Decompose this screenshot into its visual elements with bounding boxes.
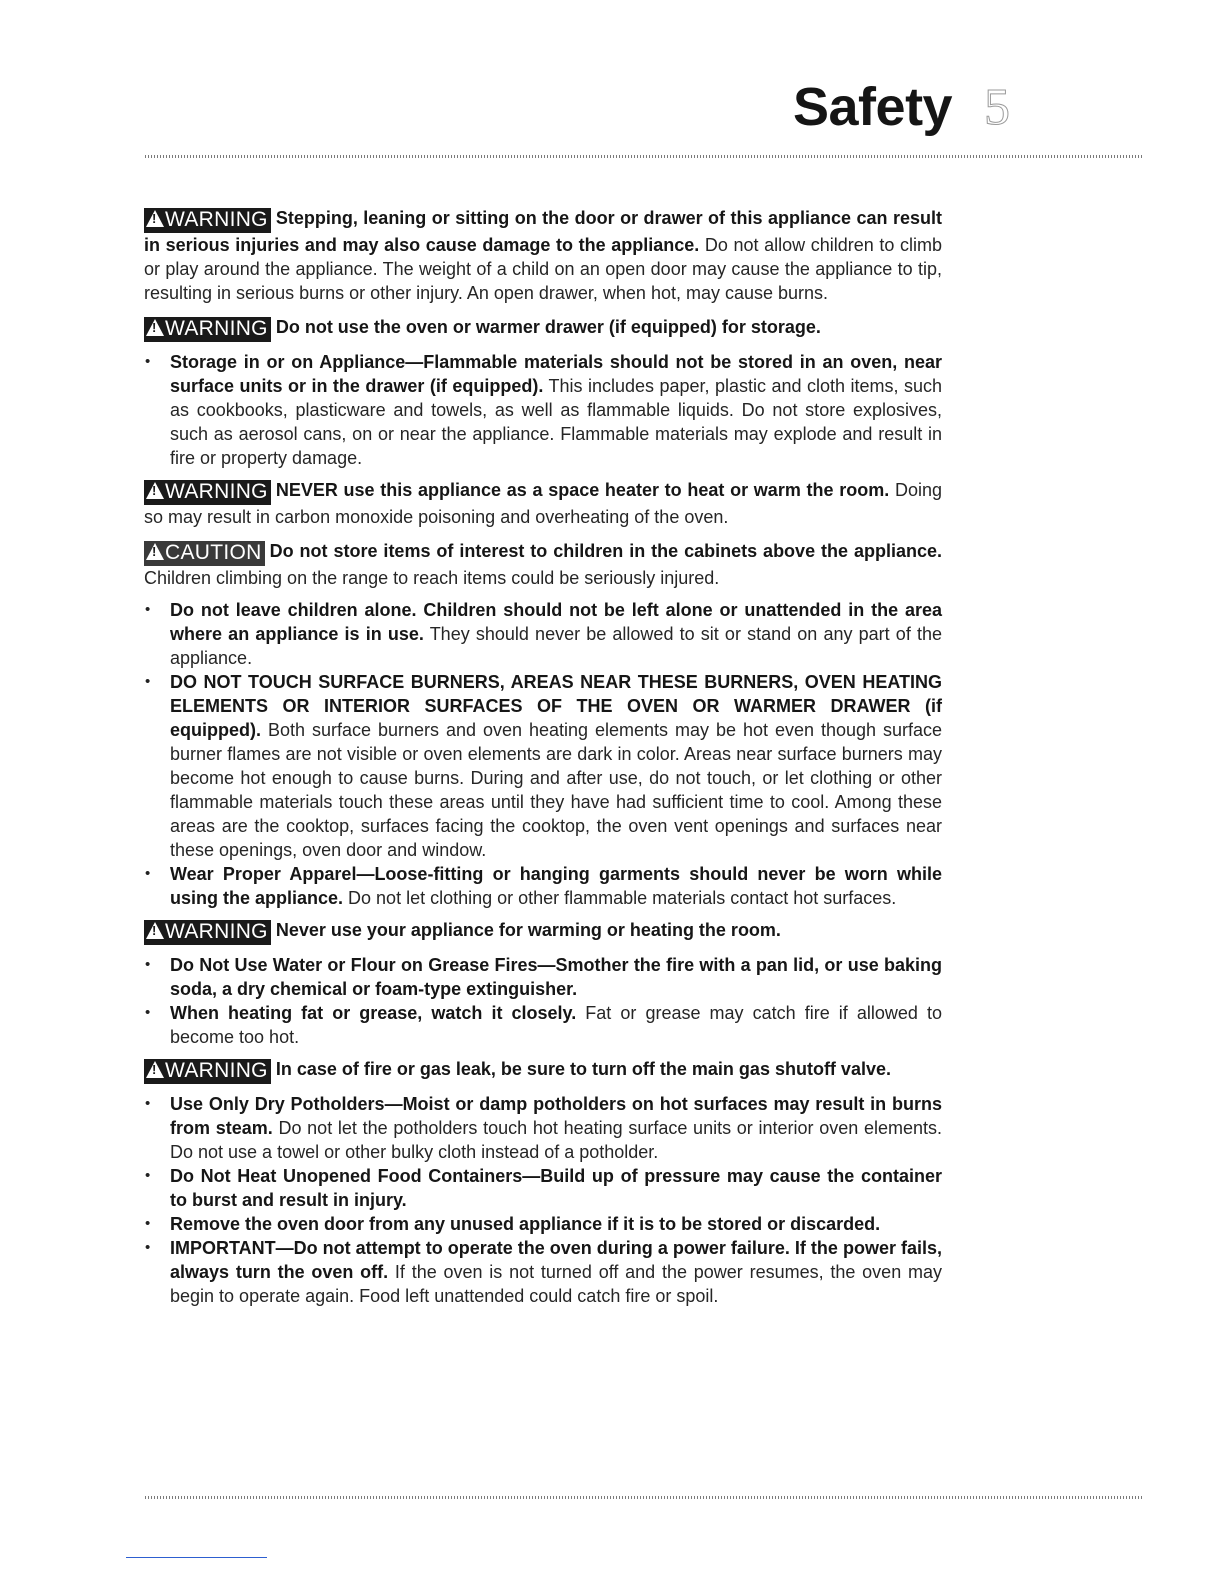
list-item: • Do Not Heat Unopened Food Containers—Build up of pressure may cause the container to burst and result in injury. xyxy=(144,1164,942,1212)
warning-heading: In case of fire or gas leak, be sure to turn off the main gas shutoff valve. xyxy=(275,1059,891,1079)
warning-paragraph xyxy=(144,1057,942,1084)
list-item: • Use Only Dry Potholders—Moist or damp potholders on hot surfaces may result in burns from steam. Do not let the potholders touch hot heating surface units or interior oven elements. Do not use a towel or other bulky cloth instead of a potholder. xyxy=(144,1092,942,1164)
alert-triangle-icon xyxy=(146,319,164,336)
caution-heading: Do not store items of interest to children in the cabinets above the appliance. xyxy=(269,541,942,561)
bullet-list xyxy=(144,598,942,910)
alert-triangle-icon xyxy=(146,543,164,560)
alert-triangle-icon xyxy=(146,1061,164,1078)
bottom-divider xyxy=(145,1496,1143,1499)
warning-paragraph xyxy=(144,315,942,342)
warning-body: Do not allow children to climb or play around the appliance. The weight of a child on an open door may cause the appliance to tip, resulting in serious burns or other injury. An open drawer, when hot, may cause burns. xyxy=(144,235,942,303)
bullet-list xyxy=(144,350,942,470)
caution-body: Children climbing on the range to reach items could be seriously injured. xyxy=(144,568,720,588)
warning-badge: !WARNING xyxy=(144,1059,271,1084)
list-item: • Remove the oven door from any unused appliance if it is to be stored or discarded. xyxy=(144,1212,942,1236)
alert-triangle-icon xyxy=(146,922,164,939)
page-number: 5 xyxy=(984,79,1010,136)
list-item: • DO NOT TOUCH SURFACE BURNERS, AREAS NEAR THESE BURNERS, OVEN HEATING ELEMENTS OR INTERIOR SURFACES OF THE OVEN OR WARMER DRAWER (if equipped). Both surface burners and oven heating elements may be hot even though surface burner flames are not visible or oven elements are dark in color. Areas near surface burners may become hot enough to cause burns. During and after use, do not touch, or let clothing or other flammable materials touch these areas until they have had sufficient time to cool. Among these areas are the cooktop, surfaces facing the cooktop, the oven vent openings and surfaces near these openings, oven door and window. xyxy=(144,670,942,862)
list-item: • IMPORTANT—Do not attempt to operate the oven during a power failure. If the power fails, always turn the oven off. If the oven is not turned off and the power resumes, the oven may begin to operate again. Food left unattended could catch fire or spoil. xyxy=(144,1236,942,1308)
warning-heading: Stepping, leaning or sitting on the door or drawer of this appliance can result in serious injuries and may also cause damage to the appliance. xyxy=(144,208,942,255)
warning-paragraph xyxy=(144,478,942,529)
warning-heading: NEVER use this appliance as a space heater to heat or warm the room. xyxy=(275,480,890,500)
footer-line xyxy=(126,1557,267,1558)
alert-triangle-icon xyxy=(146,482,164,499)
list-item: • Do not leave children alone. Children should not be left alone or unattended in the area where an appliance is in use. They should never be allowed to sit or stand on any part of the appliance. xyxy=(144,598,942,670)
caution-paragraph xyxy=(144,539,942,590)
alert-triangle-icon xyxy=(146,210,164,227)
list-item: • When heating fat or grease, watch it closely. Fat or grease may catch fire if allowed to become too hot. xyxy=(144,1001,942,1049)
warning-body: Doing so may result in carbon monoxide poisoning and overheating of the oven. xyxy=(144,480,943,527)
list-item: • Wear Proper Apparel—Loose-fitting or hanging garments should never be worn while using the appliance. Do not let clothing or other flammable materials contact hot surfaces. xyxy=(144,862,942,910)
bullet-list xyxy=(144,1092,942,1308)
warning-heading: Never use your appliance for warming or heating the room. xyxy=(275,920,781,940)
warning-badge: !WARNING xyxy=(144,208,271,233)
list-item: • Storage in or on Appliance—Flammable materials should not be stored in an oven, near surface units or in the drawer (if equipped). This includes paper, plastic and cloth items, such as cookbooks, plasticware and towels, as well as flammable liquids. Do not store explosives, such as aerosol cans, on or near the appliance. Flammable materials may explode and result in fire or property damage. xyxy=(144,350,942,470)
warning-heading: Do not use the oven or warmer drawer (if equipped) for storage. xyxy=(275,317,821,337)
warning-paragraph xyxy=(144,206,942,305)
warning-badge: !WARNING xyxy=(144,920,271,945)
top-divider xyxy=(145,155,1143,158)
page-title: Safety xyxy=(793,77,953,137)
caution-badge: !CAUTION xyxy=(144,541,265,566)
warning-badge: !WARNING xyxy=(144,317,271,342)
warning-paragraph xyxy=(144,918,942,945)
safety-content xyxy=(144,206,942,1316)
list-item: • Do Not Use Water or Flour on Grease Fires—Smother the fire with a pan lid, or use baking soda, a dry chemical or foam-type extinguisher. xyxy=(144,953,942,1001)
bullet-list xyxy=(144,953,942,1049)
warning-badge: !WARNING xyxy=(144,480,271,505)
